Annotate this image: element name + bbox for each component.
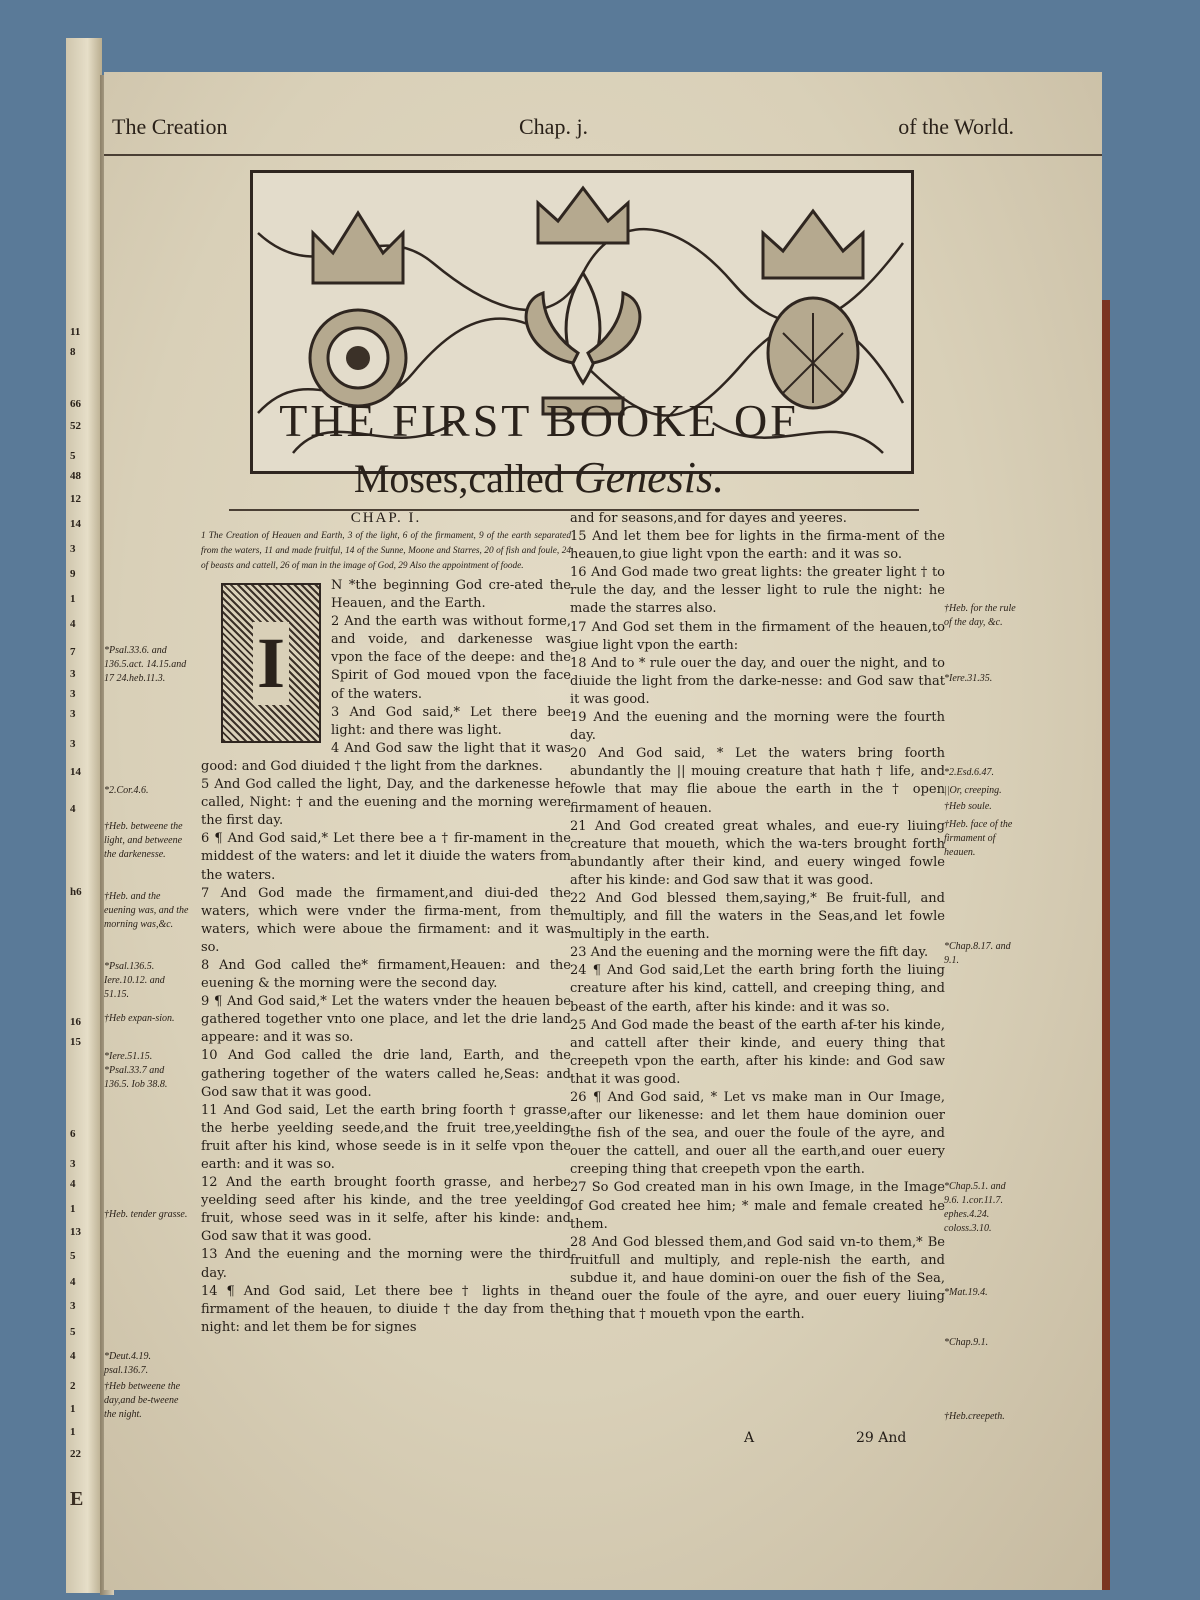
left-page-number: 5 [70,1326,76,1338]
tudor-rose-icon [310,310,406,406]
chapter-summary: 1 The Creation of Heauen and Earth, 3 of the light, 6 of the firmament, 9 of the earth separated from the waters, 11 and made fruitful, 14 of the Sunne, Moone and Starres, 20 of fish and foule, 24 of beasts and cattell, 26 of man in the image of God, 29 Also the appointment of foode. [201,531,571,571]
margin-note-right: †Heb.creepeth. [944,1411,1005,1422]
signature-mark: A [744,1430,755,1446]
verse: N *the beginning God cre-ated the Heauen, and the Earth. [331,578,571,612]
left-page-number: 3 [70,668,76,680]
left-page-number: 3 [70,688,76,700]
left-page-letter: E [70,1488,84,1510]
margin-note-right: †Heb. face of the firmament of heauen. [944,819,1013,858]
left-page-number: 14 [70,518,81,530]
left-page-number: 3 [70,1158,76,1170]
verse: 22 And God blessed them,saying,* Be fruit-full, and multiply, and fill the waters in the Seas,and let fowle multiply in the earth. [570,890,945,943]
subtitle-italic: Genesis. [573,453,725,502]
left-page-number: 1 [70,593,76,605]
text-column-left [201,510,571,1337]
margin-note-right: †Heb. for the rule of the day, &c. [944,603,1016,628]
margin-note-left: †Heb. tender grasse. [104,1209,188,1220]
left-page-number: 9 [70,568,76,580]
margin-note-left: *2.Cor.4.6. [104,785,149,796]
left-page-number: 22 [70,1448,81,1460]
left-page-number: 52 [70,420,81,432]
left-page-number: 3 [70,1300,76,1312]
left-page-number: 13 [70,1226,81,1238]
left-page-number: h6 [70,886,82,898]
left-page-number: 5 [70,450,76,462]
verse: 28 And God blessed them,and God said vn-to them,* Be fruitfull and multiply, and reple-nish the earth, and subdue it, and haue domini-on ouer the fish of the Sea, and ouer the foule of the ayre, and ouer euery liuing thing that † moueth vpon the earth. [570,1234,945,1323]
chapter-heading: CHAP. I. [350,510,422,526]
margin-note-right: *Chap.9.1. [944,1337,989,1348]
catchword: 29 And [856,1430,907,1446]
margin-note-left: *Iere.51.15. *Psal.33.7 and 136.5. Iob 38.8. [104,1051,168,1090]
margin-note-right: *Iere.31.35. [944,673,993,684]
verse: and for seasons,and for dayes and yeeres. [570,511,847,526]
verse: 3 And God said,* Let there bee light: and there was light. [331,704,571,738]
left-page-number: 1 [70,1426,76,1438]
margin-note-left: †Heb. and the euening was, and the morning was,&c. [104,891,189,930]
left-page-number: 4 [70,1178,76,1190]
left-page-number: 5 [70,1250,76,1262]
left-page-number: 1 [70,1403,76,1415]
left-page-number: 3 [70,738,76,750]
margin-note-left: *Psal.33.6. and 136.5.act. 14.15.and 17 24.heb.11.3. [104,645,187,684]
book-subtitle [104,452,974,503]
verse: 14 ¶ And God said, Let there bee † lights in the firmament of the heauen, to diuide † the day from the night: and let them be for signes [201,1283,571,1335]
thistle-icon [768,298,858,408]
margin-note-right: *Chap.8.17. and 9.1. [944,941,1011,966]
verse: 8 And God called the* firmament,Heauen: and the euening & the morning were the second day. [201,957,571,992]
left-page-number: 4 [70,1350,76,1362]
left-page-number: 8 [70,346,76,358]
verse: 13 And the euening and the morning were the third day. [201,1247,571,1281]
margin-note-left: †Heb betweene the day,and be-tweene the night. [104,1381,181,1420]
left-page-number: 15 [70,1036,81,1048]
verse: 16 And God made two great lights: the greater light † to rule the day, and the lesser light to rule the night: he made the starres also. [570,565,945,617]
margin-note-right: *Mat.19.4. [944,1287,988,1298]
text-column-right [570,510,945,1324]
margin-note-right: *Chap.5.1. and 9.6. 1.cor.11.7. ephes.4.24. coloss.3.10. [944,1181,1006,1234]
verse: 19 And the euening and the morning were the fourth day. [570,710,945,744]
left-page-number: 12 [70,493,81,505]
verse: 26 ¶ And God said, * Let vs make man in Our Image, after our likenesse: and let them haue dominion ouer the fish of the sea, and ouer the foule of the ayre, and ouer the cattell, and ouer all the earth,and ouer euery creeping thing that creepeth vpon the earth. [570,1090,945,1178]
verse: 17 And God set them in the firmament of the heauen,to giue light vpon the earth: [570,619,945,653]
verse: 11 And God said, Let the earth bring foorth † grasse, the herbe yeelding seede,and the fruit tree,yeelding fruit after his kind, whose seede is in it selfe vpon the earth: and it was so. [201,1102,571,1172]
verse: 27 So God created man in his own Image, in the Image of God created hee him; * male and female created he them. [570,1180,945,1232]
book-page [104,72,1102,1590]
verse: 25 And God made the beast of the earth af-ter his kinde, and cattell after their kinde, and euery thing that creepeth vpon the earth, after his kinde: and God saw that it was good. [570,1017,945,1087]
margin-note-left: *Deut.4.19. psal.136.7. [104,1351,151,1376]
previous-page-edge [66,38,102,1593]
running-head-left: The Creation [112,114,228,139]
verse: 20 And God said, * Let the waters bring foorth abundantly the || mouing creature that hath † life, and fowle that may flie aboue the earth in the † open firmament of heauen. [570,746,945,816]
head-rule [104,154,1102,156]
margin-note-right: ||Or, creeping. [944,785,1002,796]
left-page-number: 6 [70,1128,76,1140]
left-page-number: 66 [70,398,81,410]
verse: 15 And let them bee for lights in the firma-ment of the heauen,to giue light vpon the earth: and it was so. [570,529,945,563]
left-page-number: 4 [70,1276,76,1288]
margin-note-left: *Psal.136.5. Iere.10.12. and 51.15. [104,961,165,1000]
running-head-right: of the World. [898,114,1014,139]
margin-note-left: †Heb expan-sion. [104,1013,175,1024]
left-page-number: 11 [70,326,81,338]
left-page-number: 2 [70,1380,76,1392]
verse: 9 ¶ And God said,* Let the waters vnder the heauen be gathered together vnto one place, and let the drie land appeare: and it was so. [201,994,571,1046]
verse: 7 And God made the firmament,and diui-ded the waters, which were vnder the firma-ment, from the waters, which were aboue the firmament: and it was so. [201,885,571,955]
verse: 4 And God saw the light that it was good: and God diuided † the light from the darknes. [201,740,571,774]
margin-note-left: †Heb. betweene the light, and betweene the darkenesse. [104,821,183,860]
verse: 5 And God called the light, Day, and the darkenesse he called, Night: † and the euening and the morning were the first day. [201,777,571,829]
fleur-de-lis-icon [526,273,640,414]
verse: 12 And the earth brought foorth grasse, and herbe yeelding seed after his kinde, and the tree yeelding fruit, whose seed was in it selfe, after his kinde: and God saw that it was good. [201,1175,571,1245]
verse: 2 And the earth was without forme, and voide, and darkenesse was vpon the face of the deepe: and the Spirit of God moued vpon the face of the waters. [331,614,571,702]
left-page-number: 3 [70,543,76,555]
left-page-number: 1 [70,1203,76,1215]
crown-icon [313,188,863,283]
left-page-number: 16 [70,1016,81,1028]
running-head-center: Chap. j. [519,114,589,139]
verse: 24 ¶ And God said,Let the earth bring forth the liuing creature after his kind, cattell, and creeping thing, and beast of the earth, after his kinde: and it was so. [570,963,945,1015]
verse: 23 And the euening and the morning were the fift day. [570,945,929,961]
book-title: THE FIRST BOOKE OF [279,395,799,446]
dropcap-initial [221,583,321,743]
left-page-number: 7 [70,646,76,658]
dropcap-letter: I [253,622,289,705]
verse: 10 And God called the drie land, Earth, and the gathering together of the waters called he,Seas: and God saw that it was good. [201,1048,571,1100]
left-page-number: 4 [70,618,76,630]
subtitle-roman: Moses,called [353,456,574,501]
verse: 18 And to * rule ouer the day, and ouer the night, and to diuide the light from the darke-nesse: and God saw that it was good. [570,655,945,707]
margin-note-right: *2.Esd.6.47. [944,767,994,778]
left-page-number: 4 [70,803,76,815]
left-page-number: 48 [70,470,81,482]
left-page-number: 14 [70,766,81,778]
verse: 21 And God created great whales, and eue-ry liuing creature that moueth, which the wa-ters brought forth abundantly after their kind, and euery winged fowle after his kinde: and God saw that it was good. [570,818,945,888]
verse: 6 ¶ And God said,* Let there bee a † fir-mament in the middest of the waters: and let it diuide the waters from the waters. [201,831,571,883]
margin-note-right: †Heb soule. [944,801,992,812]
left-page-number: 3 [70,708,76,720]
